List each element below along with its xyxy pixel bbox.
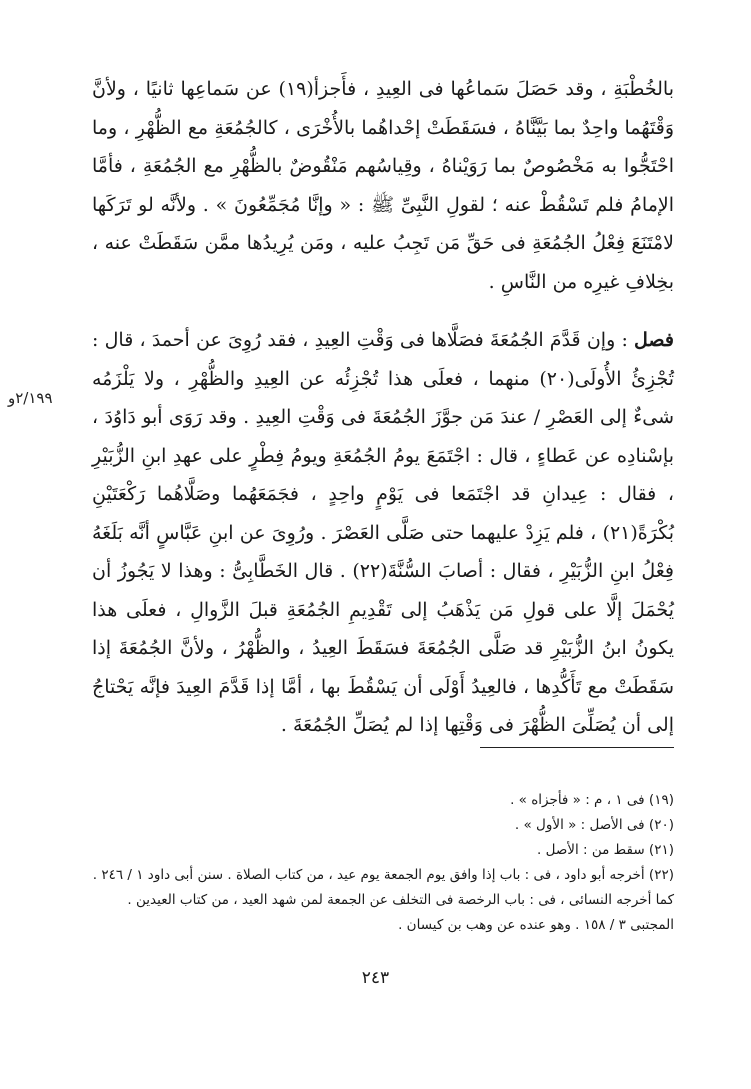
manuscript-folio-note: ٢/١٩٩و xyxy=(8,389,53,407)
footnote-19: (١٩) فى ١ ، م : « فأجزاه » . xyxy=(510,792,674,808)
paragraph-2-text: : وإن قَدَّمَ الجُمُعَةَ فصَلَّاها فى وَقْتِ العِيدِ ، فقد رُوِىَ عن أحمدَ ، قال : تُجْزِئُ الأُولَى(٢٠) منهما ، فعلَى هذا تُجْزِئُه عن العِيدِ والظُّهْرِ ، ولا يَلْزَمُه شىءٌ إلى العَصْرِ / عندَ مَن جوَّزَ الجُمُعَةَ فى وَقْتِ العِيدِ . وقد رَوَى أبو دَاوُدَ ، بإسْنادِه عن عَطاءٍ ، قال : اجْتَمَعَ يومُ الجُمُعَةِ ويومُ فِطْرٍ على عهدِ ابنِ الزُّبَيْرِ ، فقال : عِيدانِ قد اجْتَمَعا فى يَوْمٍ واحِدٍ ، فجَمَعَهُما وصَلَّاهُما رَكْعَتَيْنِ بُكْرَةً(٢١) ، فلم يَزِدْ عليهما حتى صَلَّى العَصْرَ . ورُوِىَ عن ابنِ عَبَّاسٍ أنَّه بَلَغَهُ فِعْلُ ابنِ الزُّبَيْرِ ، فقال : أصابَ السُّنَّةَ(٢٢) . قال الخَطَّابِىُّ : وهذا لا يَجُوزُ أن يُحْمَلَ إلَّا على قولِ مَن يَذْهَبُ إلى تَقْدِيمِ الجُمُعَةِ قبلَ الزَّوالِ ، فعلَى هذا يكونُ ابنُ الزُّبَيْرِ قد صَلَّى الجُمُعَةَ فسَقَطَ العِيدُ ، والظُّهْرُ ، ولأنَّ الجُمُعَةَ إذا سَقَطَتْ مع تَأَكُّدِها ، فالعِيدُ أَوْلَى أن يَسْقُطَ بها ، أمَّا إذا قَدَّمَ العِيدَ فإنَّه يَحْتاجُ إلى أن يُصَلِّىَ الظُّهْرَ فى وَقْتِها إذا لم يُصَلِّ الجُمُعَةَ . xyxy=(92,329,674,736)
footnote-20: (٢٠) فى الأصل : « الأول » . xyxy=(514,817,674,833)
main-text-block xyxy=(92,70,674,745)
paragraph-1: بالخُطْبَةِ ، وقد حَصَلَ سَماعُها فى العِيدِ ، فأَجزأ(١٩) عن سَماعِها ثانيًا ، ولأنَّ وَقْتَهُما واحِدٌ بما بَيَّنَّاهُ ، فسَقَطَتْ إحْداهُما بالأُخْرَى ، كالجُمُعَةِ مع الظُّهْرِ ، وما احْتَجُّوا به مَخْصُوصٌ بما رَوَيْناهُ ، وقِياسُهم مَنْقُوضٌ بالظُّهْرِ مع الجُمُعَةِ ، فأمَّا الإمامُ فلم تَسْقُطْ عنه ؛ لقولِ النَّبِىِّ ﷺ : « وإنَّا مُجَمِّعُونَ » . ولأنَّه لو تَرَكَها لامْتَنَعَ فِعْلُ الجُمُعَةِ فى حَقِّ مَن تَجِبُ عليه ، ومَن يُرِيدُها ممَّن سَقَطَتْ عنه ، بخِلافِ غيرِه من النَّاسِ . xyxy=(92,78,675,293)
footnote-22: (٢٢) أخرجه أبو داود ، فى : باب إذا وافق يوم الجمعة يوم عيد ، من كتاب الصلاة . سنن أبى داود ١ / ٢٤٦ . كما أخرجه النسائى ، فى : باب الرخصة فى التخلف عن الجمعة لمن شهد العيد ، من كتاب العيدين . المجتبى ٣ / ١٥٨ . وهو عنده عن وهب بن كيسان . xyxy=(92,867,674,933)
section-label-fasl: فصل xyxy=(634,329,674,351)
footnote-separator xyxy=(480,747,674,748)
page-number: ٢٤٣ xyxy=(361,968,390,988)
footnotes xyxy=(92,788,674,938)
footnote-21: (٢١) سقط من : الأصل . xyxy=(537,842,674,858)
paragraph-2 xyxy=(92,321,674,745)
